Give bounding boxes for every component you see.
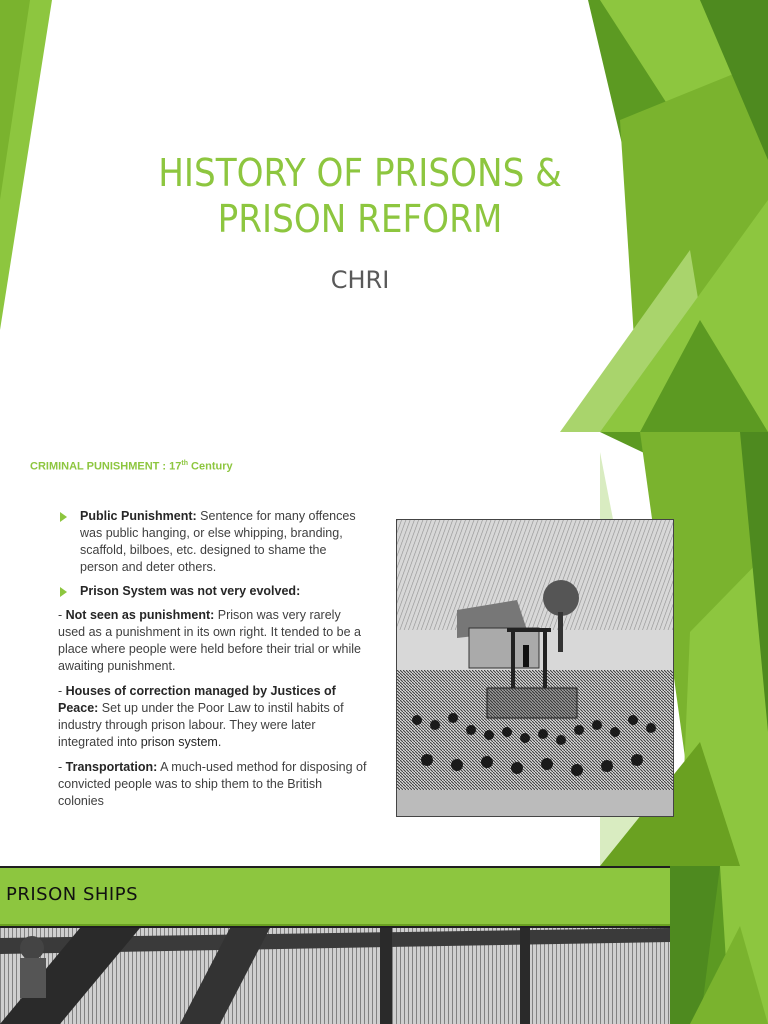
- paragraph-tail: .: [217, 735, 222, 749]
- heading-text-end: Century: [187, 460, 233, 473]
- paragraph-text: A much-used method for disposing of convicted people was to ship them to the British colonies: [58, 760, 367, 808]
- prison-system-link[interactable]: prison system: [140, 735, 218, 749]
- paragraph-label: Houses of correction managed by Justices of Peace:: [58, 684, 336, 715]
- paragraph-label: Transportation:: [65, 760, 158, 774]
- paragraph: [58, 759, 368, 810]
- bullet-text: Sentence for many offences was public hanging, or else whipping, branding, scaffold, bilboes, etc. designed to shame the person and deter others.: [80, 509, 356, 574]
- heading-superscript: th: [181, 460, 188, 467]
- bullet-triangle-icon: [60, 512, 67, 522]
- paragraph: [58, 683, 368, 751]
- public-hanging-engraving-image: [396, 519, 674, 817]
- slide-title: PRISON SHIPS: [6, 884, 138, 905]
- dash: -: [58, 684, 66, 698]
- slide-subtitle: CHRI: [330, 266, 390, 294]
- prison-ships-slide: [0, 866, 768, 1024]
- bullet-triangle-icon: [60, 587, 67, 597]
- paragraph-text: Set up under the Poor Law to instil habits of industry through prison labour. They were later integrated into: [58, 701, 344, 749]
- title-line-1: HISTORY OF PRISONS &: [158, 151, 562, 195]
- paragraph: [58, 607, 368, 675]
- dash: -: [58, 608, 66, 622]
- heading-text: CRIMINAL PUNISHMENT : 17: [30, 460, 182, 473]
- title-banner: [0, 868, 670, 926]
- paragraph-text: Prison was very rarely used as a punishment in its own right. It tended to be a place where people were held before their trial or while awaiting punishment.: [58, 608, 361, 673]
- criminal-punishment-slide: [0, 432, 768, 866]
- prison-ship-engraving-image: [0, 928, 670, 1024]
- slide-heading: [30, 460, 233, 473]
- bullet-item: [58, 508, 368, 576]
- paragraph-label: Not seen as punishment:: [65, 608, 215, 622]
- dash: -: [58, 760, 66, 774]
- title-line-2: PRISON REFORM: [217, 197, 503, 241]
- title-slide: [0, 0, 768, 432]
- slide-title: [60, 150, 660, 242]
- bullet-label: Public Punishment:: [80, 509, 197, 523]
- slide-body: [58, 508, 368, 818]
- bullet-item: [58, 583, 368, 600]
- bullet-label: Prison System was not very evolved:: [80, 584, 301, 598]
